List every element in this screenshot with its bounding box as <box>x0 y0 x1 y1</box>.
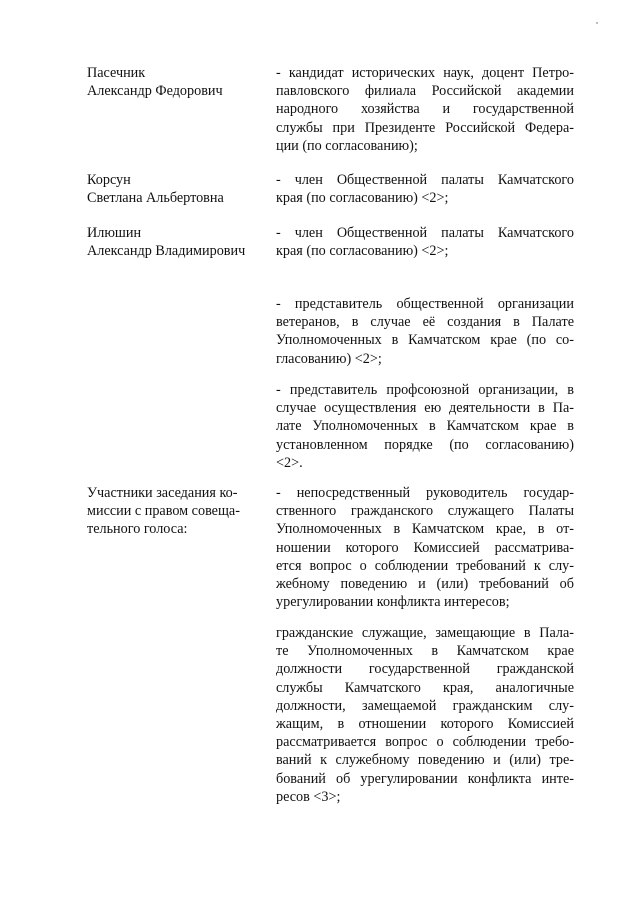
member-surname: Корсун <box>87 172 131 188</box>
member-given-names: Александр Владимирович <box>87 243 246 259</box>
text-line: бований об урегулировании конфликта инте- <box>276 770 574 787</box>
text-line: миссии с правом совеща- <box>87 503 240 519</box>
text-line: края (по согласованию) <2>; <box>276 190 449 207</box>
text-line: случае осуществления ею деятельности в Па- <box>276 400 574 417</box>
text-line: народного хозяйства и государственной <box>276 101 574 118</box>
member-description <box>276 171 574 207</box>
text-line: павловского филиала Российской академии <box>276 83 574 100</box>
text-line: лате Уполномоченных в Камчатском крае в <box>276 418 574 435</box>
text-line: Уполномоченных в Камчатском крае (по со- <box>276 332 574 349</box>
text-line: ветеранов, в случае её создания в Палате <box>276 314 574 331</box>
text-line: жебному поведению и (или) требований об <box>276 576 574 593</box>
member-description <box>276 64 574 155</box>
text-line: службы Камчатского края, аналогичные <box>276 679 574 696</box>
text-line: края (по согласованию) <2>; <box>276 243 449 260</box>
text-line: урегулировании конфликта интересов; <box>276 594 510 611</box>
text-line: те Уполномоченных в Камчатском крае <box>276 643 574 660</box>
text-line: рассматривается вопрос о соблюдении требо- <box>276 734 574 751</box>
text-line: Участники заседания ко- <box>87 485 238 501</box>
text-line: ношении которого Комиссией рассматрива- <box>276 539 574 556</box>
text-line: ваний к служебному поведению и (или) тре- <box>276 752 574 769</box>
text-line: гласованию) <2>; <box>276 350 382 367</box>
text-line: - непосредственный руководитель государ- <box>276 485 574 501</box>
text-line: - кандидат исторических наук, доцент Петро- <box>276 65 574 81</box>
member-given-names: Светлана Альбертовна <box>87 190 224 206</box>
text-line: - член Общественной палаты Камчатского <box>276 172 574 188</box>
representative-description <box>276 295 574 368</box>
text-line: жащим, в отношении которого Комиссией <box>276 716 574 733</box>
text-line: службы при Президенте Российской Федера- <box>276 119 574 136</box>
text-line: тельного голоса: <box>87 521 188 537</box>
advisory-item-supervisor <box>276 484 574 611</box>
scan-speck <box>596 22 598 24</box>
text-line: - представитель общественной организации <box>276 296 574 312</box>
member-surname: Пасечник <box>87 65 146 81</box>
member-name <box>87 171 262 207</box>
member-surname: Илюшин <box>87 225 142 241</box>
member-description <box>276 224 574 260</box>
text-line: - член Общественной палаты Камчатского <box>276 225 574 241</box>
member-given-names: Александр Федорович <box>87 83 223 99</box>
text-line: - представитель профсоюзной организации, в <box>276 382 574 398</box>
text-line: ресов <3>; <box>276 788 341 805</box>
text-line: ется вопрос о соблюдении требований к слу- <box>276 557 574 574</box>
text-line: ции (по согласованию); <box>276 137 418 154</box>
representative-description <box>276 381 574 472</box>
member-name <box>87 224 262 260</box>
advisory-label <box>87 484 267 538</box>
text-line: должности государственной гражданской <box>276 661 574 678</box>
text-line: ственного гражданского служащего Палаты <box>276 503 574 520</box>
text-line: Уполномоченных в Камчатском крае, в от- <box>276 521 574 538</box>
text-line: должности, замещаемой гражданским слу- <box>276 697 574 714</box>
advisory-item-description <box>276 624 574 806</box>
text-line: гражданские служащие, замещающие в Пала- <box>276 625 574 641</box>
text-line: установленном порядке (по согласованию) <box>276 436 574 453</box>
member-name <box>87 64 262 100</box>
text-line: <2>. <box>276 454 303 471</box>
